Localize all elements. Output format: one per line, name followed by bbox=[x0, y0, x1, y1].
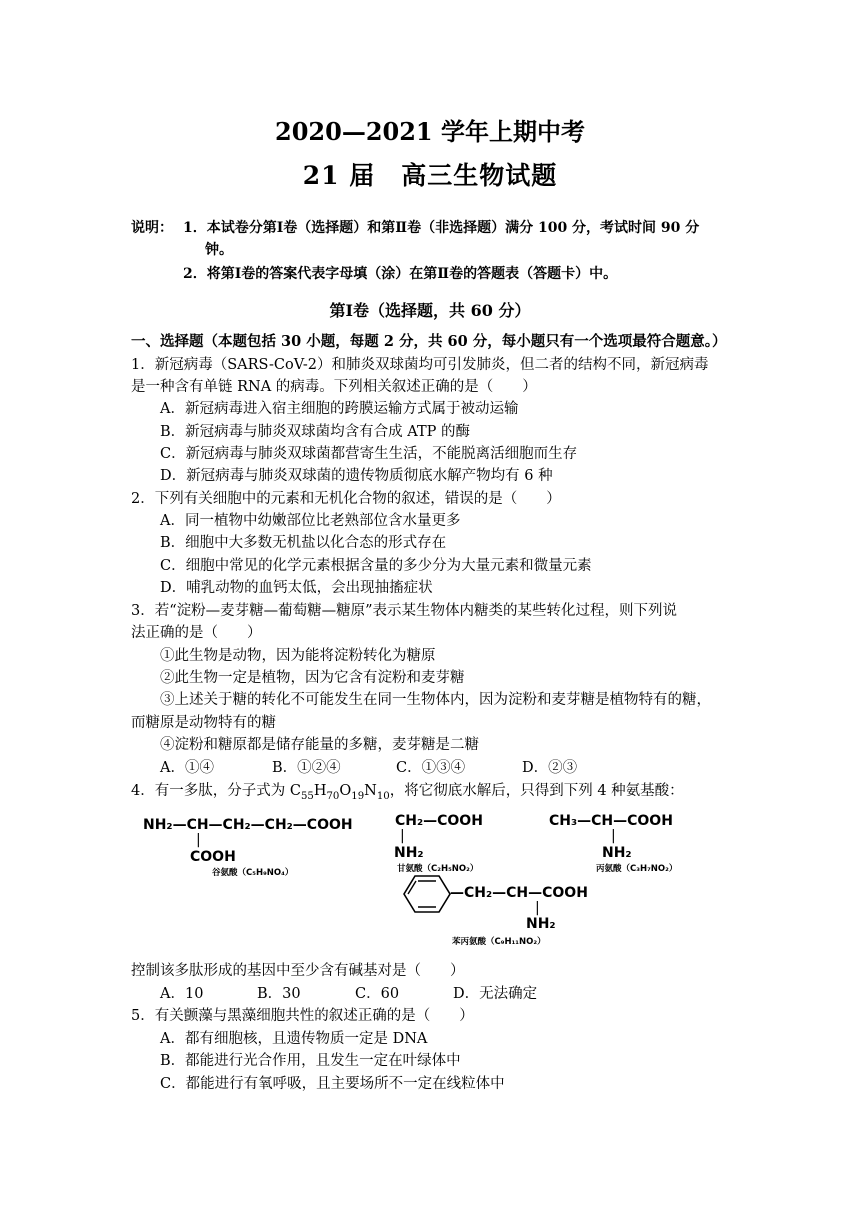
q1-stem-line2: 是一种含有单链 RNA 的病毒。下列相关叙述正确的是（ ） bbox=[131, 379, 537, 395]
phenylalanine-label: 苯丙氨酸（C₉H₁₁NO₂） bbox=[452, 937, 546, 947]
alanine-bond: | bbox=[611, 828, 616, 844]
q3-statement-2: ②此生物一定是植物，因为它含有淀粉和麦芽糖 bbox=[160, 670, 465, 686]
note-1: 1．本试卷分第Ⅰ卷（选择题）和第Ⅱ卷（非选择题）满分 100 分，考试时间 90 分 bbox=[183, 220, 700, 236]
q5-option-c: C．都能进行有氧呼吸，且主要场所不一定在线粒体中 bbox=[160, 1076, 505, 1092]
q1-option-d: D．新冠病毒与肺炎双球菌的遗传物质彻底水解产物均有 6 种 bbox=[160, 468, 553, 484]
q2-option-c: C．细胞中常见的化学元素根据含量的多少分为大量元素和微量元素 bbox=[160, 558, 592, 574]
q3-stem-line2: 法正确的是（ ） bbox=[131, 625, 262, 641]
q1-option-b: B．新冠病毒与肺炎双球菌均含有合成 ATP 的酶 bbox=[160, 424, 470, 440]
phenylalanine-amino: NH₂ bbox=[526, 916, 556, 932]
q1-option-c: C．新冠病毒与肺炎双球菌都营寄生生活，不能脱离活细胞而生存 bbox=[160, 446, 578, 462]
q3-option-c: C．①③④ bbox=[396, 760, 466, 776]
glutamate-bond: | bbox=[196, 832, 201, 848]
q3-option-a: A．①④ bbox=[160, 760, 214, 776]
q4-option-a: A．10 bbox=[160, 986, 204, 1002]
section-heading: 第Ⅰ卷（选择题，共 60 分） bbox=[329, 301, 531, 320]
note-2: 2．将第Ⅰ卷的答案代表字母填（涂）在第Ⅱ卷的答题表（答题卡）中。 bbox=[183, 266, 618, 282]
q3-statement-3: ③上述关于糖的转化不可能发生在同一生物体内，因为淀粉和麦芽糖是植物特有的糖， bbox=[160, 692, 711, 708]
q5-option-b: B．都能进行光合作用，且发生一定在叶绿体中 bbox=[160, 1053, 461, 1069]
exam-subtitle: 21 届 高三生物试题 bbox=[302, 161, 558, 190]
glutamate-side-chain: COOH bbox=[190, 849, 236, 865]
glycine-label: 甘氨酸（C₂H₅NO₂） bbox=[397, 864, 479, 874]
q5-stem: 5．有关颤藻与黑藻细胞共性的叙述正确的是（ ） bbox=[131, 1008, 474, 1024]
glycine-formula: CH₂—COOH bbox=[395, 813, 483, 829]
q4-stem-line2: 控制该多肽形成的基因中至少含有碱基对是（ ） bbox=[131, 963, 465, 979]
q3-option-b: B．①②④ bbox=[272, 760, 341, 776]
alanine-amino: NH₂ bbox=[602, 845, 632, 861]
q3-statement-3-cont: 而糖原是动物特有的糖 bbox=[131, 715, 276, 731]
q4-option-d: D．无法确定 bbox=[453, 986, 538, 1002]
q3-statement-4: ④淀粉和糖原都是储存能量的多糖，麦芽糖是二糖 bbox=[160, 737, 479, 753]
q3-option-d: D．②③ bbox=[522, 760, 578, 776]
note-1-cont: 钟。 bbox=[205, 242, 233, 258]
glycine-amino: NH₂ bbox=[394, 845, 424, 861]
notes-label: 说明： bbox=[131, 220, 173, 236]
q4-stem: 4．有一多肽，分子式为 $C_{55}H_{70}O_{19}N_{10}$，将它彻底水解后，只得到下列 4 种氨基酸： bbox=[131, 783, 684, 802]
phenylalanine-bond: | bbox=[535, 900, 540, 916]
q2-option-d: D．哺乳动物的血钙太低，会出现抽搐症状 bbox=[160, 580, 433, 596]
glutamate-label: 谷氨酸（C₅H₉NO₄） bbox=[212, 868, 294, 878]
q4-option-b: B．30 bbox=[257, 986, 301, 1002]
q4-option-c: C．60 bbox=[355, 986, 400, 1002]
q3-statement-1: ①此生物是动物，因为能将淀粉转化为糖原 bbox=[160, 648, 436, 664]
q1-option-a: A．新冠病毒进入宿主细胞的跨膜运输方式属于被动运输 bbox=[160, 401, 519, 417]
q1-stem-line1: 1．新冠病毒（SARS-CoV-2）和肺炎双球菌均可引发肺炎，但二者的结构不同，新冠病毒 bbox=[131, 357, 709, 373]
phenylalanine-formula: —CH₂—CH—COOH bbox=[450, 885, 588, 901]
section-instruction: 一、选择题（本题包括 30 小题，每题 2 分，共 60 分，每小题只有一个选项最符合题意。） bbox=[131, 333, 727, 350]
alanine-formula: CH₃—CH—COOH bbox=[549, 813, 673, 829]
q2-stem: 2．下列有关细胞中的元素和无机化合物的叙述，错误的是（ ） bbox=[131, 491, 561, 507]
q2-option-a: A．同一植物中幼嫩部位比老熟部位含水量更多 bbox=[160, 513, 461, 529]
q3-stem-line1: 3．若“淀粉—麦芽糖—葡萄糖—糖原”表示某生物体内糖类的某些转化过程，则下列说 bbox=[131, 603, 678, 619]
exam-title: 2020—2021 学年上期中考 bbox=[275, 117, 585, 146]
q2-option-b: B．细胞中大多数无机盐以化合态的形式存在 bbox=[160, 535, 447, 551]
q5-option-a: A．都有细胞核，且遗传物质一定是 DNA bbox=[160, 1031, 428, 1047]
alanine-label: 丙氨酸（C₃H₇NO₂） bbox=[596, 864, 678, 874]
glutamate-formula: NH₂—CH—CH₂—CH₂—COOH bbox=[143, 817, 353, 833]
glycine-bond: | bbox=[400, 828, 405, 844]
